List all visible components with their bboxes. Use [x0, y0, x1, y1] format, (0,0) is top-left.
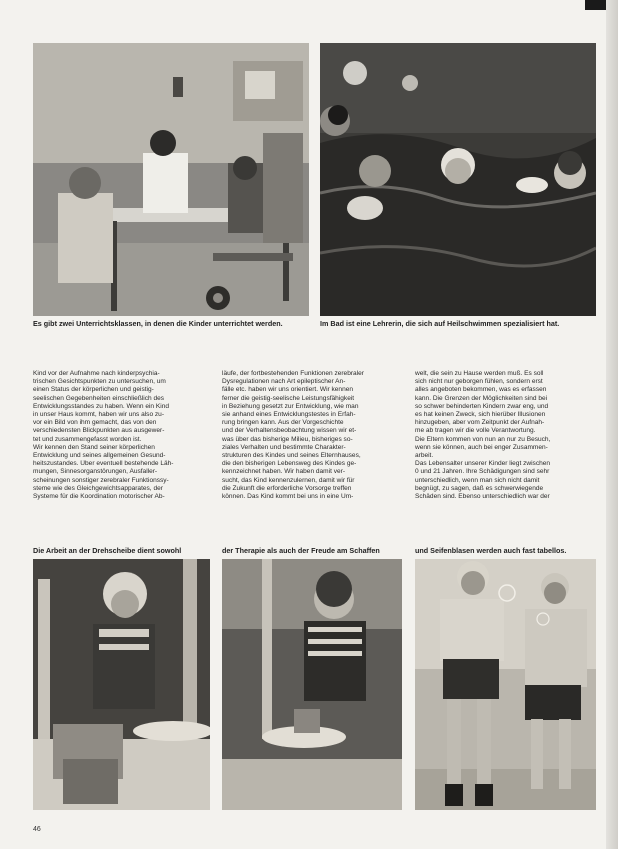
- caption-swimming: Im Bad ist eine Lehrerin, die sich auf Heilschwimmen spezialisiert hat.: [320, 319, 560, 328]
- text-line: Dysregulationen nach Art epileptischer An-: [222, 378, 346, 386]
- text-line: läufe, der fortbestehenden Funktionen zerebraler: [222, 370, 364, 377]
- article-column-2: [222, 370, 399, 501]
- text-line: tet und zusammengefasst worden ist.: [33, 435, 142, 443]
- caption-pottery-2: der Therapie als auch der Freude am Schaffen: [222, 546, 380, 555]
- text-line: Entwicklung und seines allgemeinen Gesund-: [33, 452, 166, 460]
- page-number: 46: [33, 826, 41, 833]
- text-line: unterschiedlich, wenn man sich nicht damit: [415, 476, 540, 484]
- text-line: einen Status der körperlichen und geistig-: [33, 386, 154, 394]
- photo-potters-wheel-girl: [33, 559, 210, 810]
- text-line: strukturen des Kindes und seines Elternhauses,: [222, 452, 361, 460]
- text-line: arbeit.: [415, 452, 434, 460]
- text-line: Wir kennen den Stand seiner körperlichen: [33, 443, 155, 451]
- photo-swimming: [320, 43, 596, 316]
- photo-classroom: [33, 43, 309, 316]
- text-line: Systeme für die Koordination motorischer Ab-: [33, 493, 165, 501]
- text-line: sucht, das Kind kennenzulernen, damit wir für: [222, 476, 355, 484]
- text-line: so schwer behinderten Kindern zwar eng, und: [415, 402, 549, 410]
- text-line: 0 und 21 Jahren. Ihre Schädigungen sind sehr: [415, 468, 550, 476]
- text-line: steme wie des Gleichgewichtsapparates, der: [33, 484, 163, 492]
- text-line: scheinungen sonstiger zerebraler Funktionssy-: [33, 476, 169, 484]
- text-line: kennzeichnet haben. Wir haben damit ver-: [222, 468, 346, 476]
- text-line: hinzugeben, aber vom Zeitpunkt der Aufnah-: [415, 419, 545, 427]
- text-line: die den bisherigen Lebensweg des Kindes ge-: [222, 460, 357, 468]
- text-line: was über das bisherige Milieu, bisheriges so-: [222, 435, 353, 443]
- text-line: welt, die sein zu Hause werden muß. Es soll: [415, 370, 544, 377]
- text-line: ferner die geistig-seelische Leistungsfähigkeit: [222, 394, 355, 402]
- text-line: wenn sie können, auch bei enger Zusammen-: [415, 443, 548, 451]
- text-line: kann. Die Grenzen der Möglichkeiten sind bei: [415, 394, 548, 402]
- text-line: begnügt, zu sagen, daß es schwerwiegende: [415, 484, 544, 492]
- text-line: trischen Gesichtspunkten zu untersuchen, um: [33, 378, 166, 386]
- text-line: alles angeboten bekommen, was es erfassen: [415, 386, 547, 394]
- text-line: seelischen Gegebenheiten einschließlich des: [33, 394, 165, 402]
- text-line: me ab tragen wir die volle Verantwortung.: [415, 427, 536, 435]
- text-line: können. Das Kind kommt bei uns in eine Um-: [222, 493, 354, 501]
- article-column-3: [415, 370, 596, 501]
- text-line: mungen, Sinnesorganstörungen, Ausfaller-: [33, 468, 158, 476]
- text-line: Die Eltern kommen von nun an nur zu Besuch,: [415, 435, 551, 443]
- caption-pottery-1: Die Arbeit an der Drehscheibe dient sowohl: [33, 546, 182, 555]
- text-line: sie anhand eines Entwicklungstestes in Erfah-: [222, 411, 356, 419]
- text-line: fälle etc. haben wir uns orientiert. Wir kennen: [222, 386, 354, 394]
- text-line: Das Lebensalter unserer Kinder liegt zwischen: [415, 460, 551, 468]
- text-line: rung bringen kann. Aus der Vorgeschichte: [222, 419, 344, 427]
- text-line: verschiedensten Blickpunkten aus ausgewer-: [33, 427, 165, 435]
- caption-bubbles: und Seifenblasen werden auch fast tabellos.: [415, 546, 567, 555]
- text-line: heitszustandes. Über eventuell bestehende Läh-: [33, 460, 174, 468]
- text-line: Kind vor der Aufnahme nach kinderpsychia-: [33, 370, 160, 377]
- article-column-1: [33, 370, 210, 501]
- photo-soap-bubbles: [415, 559, 596, 810]
- text-line: es hat keinen Zweck, sich hierüber Illusionen: [415, 411, 546, 419]
- text-line: und der Verhaltensbeobachtung wissen wir et-: [222, 427, 357, 435]
- text-line: in Beziehung gesetzt zur Entwicklung, wie man: [222, 402, 359, 410]
- text-line: vor ein Bild von ihm gemacht, das von den: [33, 419, 157, 427]
- text-line: Entwicklungsstandes zu haben. Wenn ein Kind: [33, 402, 169, 410]
- caption-classroom: Es gibt zwei Unterrichtsklassen, in denen die Kinder unterrichtet werden.: [33, 319, 283, 328]
- photo-potters-wheel-boy: [222, 559, 402, 810]
- text-line: ziales Verhalten und bestimmte Charakter-: [222, 443, 346, 451]
- text-line: die Zukunft die erforderliche Vorsorge treffen: [222, 484, 352, 492]
- page-spine: [606, 0, 618, 849]
- text-line: in unser Haus kommt, haben wir uns also zu-: [33, 411, 164, 419]
- text-line: Schäden sind. Ebenso unterschiedlich war der: [415, 493, 550, 501]
- text-line: sich nicht nur geborgen fühlen, sondern erst: [415, 378, 543, 386]
